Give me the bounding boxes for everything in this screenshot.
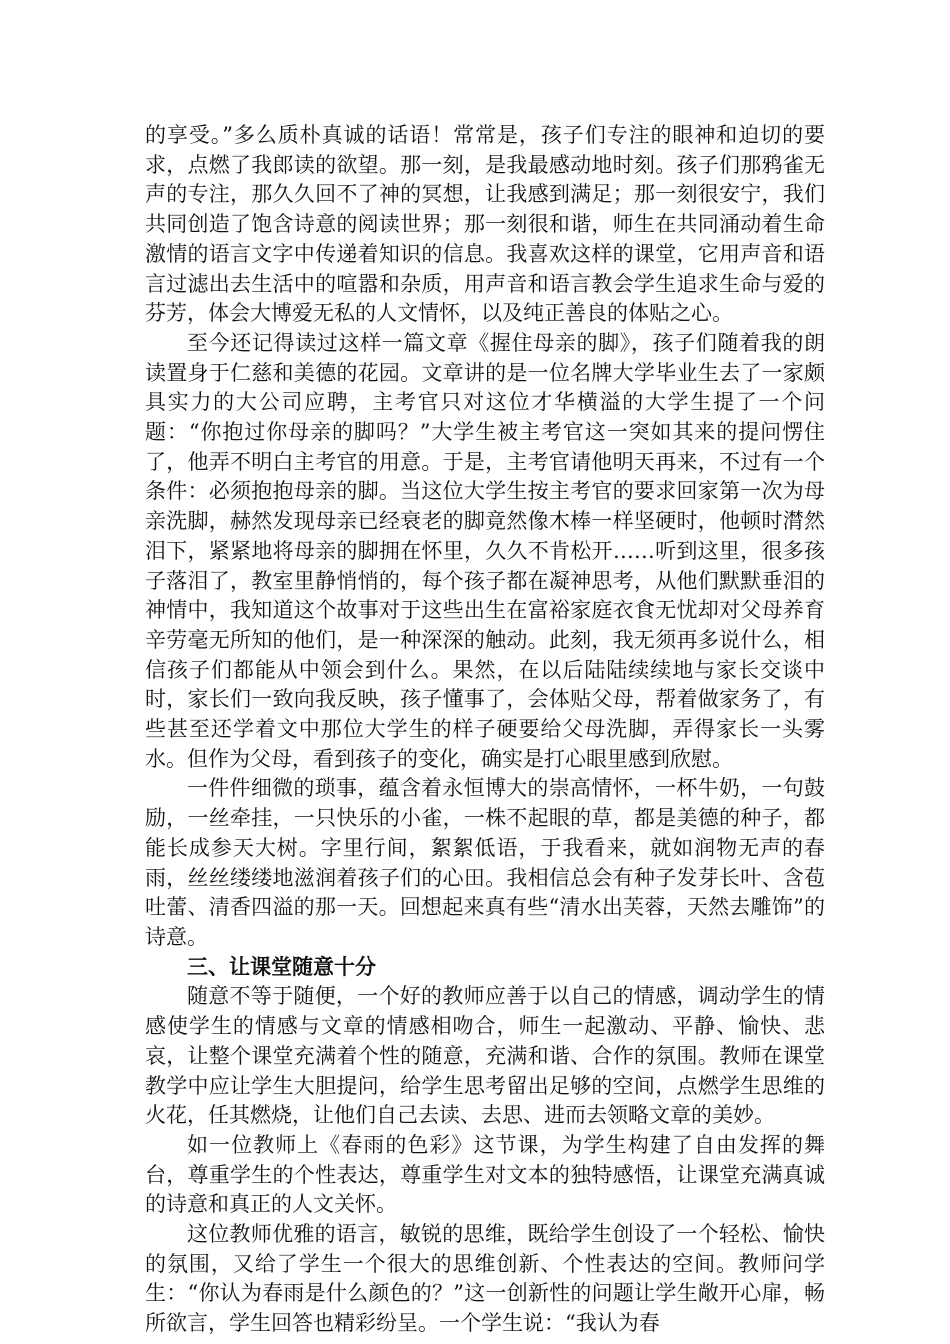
paragraph-continuation: 的享受。”多么质朴真诚的话语！常常是，孩子们专注的眼神和迫切的要求，点燃了我郎读的欲望。那一刻，是我最感动地时刻。孩子们那鸦雀无声的专注，那久久回不了神的冥想，让我感到满足；那一刻很安宁，我们共同创造了饱含诗意的阅读世界；那一刻很和谐，师生在共同涌动着生命激情的语言文字中传递着知识的信息。我喜欢这样的课堂，它用声音和语言过滤出去生活中的喧嚣和杂质，用声音和语言教会学生追求生命与爱的芬芳，体会大博爱无私的人文情怀，以及纯正善良的体贴之心。	[145, 123, 825, 326]
paragraph-casual-not-careless: 随意不等于随便，一个好的教师应善于以自己的情感，调动学生的情感使学生的情感与文章的情感相吻合，师生一起激动、平静、愉快、悲哀，让整个课堂充满着个性的随意，充满和谐、合作的氛围。教师在课堂教学中应让学生大胆提问，给学生思考留出足够的空间，点燃学生思维的火花，任其燃烧，让他们自己去读、去思、进而去领略文章的美妙。	[145, 984, 825, 1128]
document-body	[145, 121, 825, 1339]
paragraph-mother-feet-story: 至今还记得读过这样一篇文章《握住母亲的脚》，孩子们随着我的朗读置身于仁慈和美德的花园。文章讲的是一位名牌大学毕业生去了一家颇具实力的大公司应聘，主考官只对这位才华横溢的大学生提了一个问题：“你抱过你母亲的脚吗？”大学生被主考官这一突如其来的提问愣住了，他弄不明白主考官的用意。于是，主考官请他明天再来，不过有一个条件：必须抱抱母亲的脚。当这位大学生按主考官的要求回家第一次为母亲洗脚，赫然发现母亲已经衰老的脚竟然像木棒一样坚硬时，他顿时潸然泪下，紧紧地将母亲的脚拥在怀里，久久不肯松开……听到这里，很多孩子落泪了，教室里静悄悄的，每个孩子都在凝神思考，从他们默默垂泪的神情中，我知道这个故事对于这些出生在富裕家庭衣食无忧却对父母养育辛劳毫无所知的他们，是一种深深的触动。此刻，我无须再多说什么，相信孩子们都能从中领会到什么。果然，在以后陆陆续续地与家长交谈中时，家长们一致向我反映，孩子懂事了，会体贴父母，帮着做家务了，有些甚至还学着文中那位大学生的样子硬要给父母洗脚，弄得家长一头雾水。但作为父母，看到孩子的变化，确实是打心眼里感到欣慰。	[145, 330, 825, 771]
paragraph-teacher-question: 这位教师优雅的语言，敏锐的思维，既给学生创设了一个轻松、愉快的氛围，又给了学生一个很大的思维创新、个性表达的空间。教师问学生：“你认为春雨是什么颜色的？”这一创新性的问题让学生敞开心扉，畅所欲言，学生回答也精彩纷呈。一个学生说：“我认为春	[145, 1222, 825, 1336]
paragraph-small-things: 一件件细微的琐事，蕴含着永恒博大的崇高情怀，一杯牛奶，一句鼓励，一丝牵挂，一只快乐的小雀，一株不起眼的草，都是美德的种子，都能长成参天大树。字里行间，絮絮低语，于我看来，就如润物无声的春雨，丝丝缕缕地滋润着孩子们的心田。我相信总会有种子发芽长叶、含苞吐蕾、清香四溢的那一天。回想起来真有些“清水出芙蓉，天然去雕饰”的诗意。	[145, 776, 825, 949]
section-heading: 三、让课堂随意十分	[187, 954, 376, 979]
paragraph-spring-rain-lesson: 如一位教师上《春雨的色彩》这节课，为学生构建了自由发挥的舞台，尊重学生的个性表达，尊重学生对文本的独特感悟，让课堂充满真诚的诗意和真正的人文关怀。	[145, 1132, 825, 1217]
